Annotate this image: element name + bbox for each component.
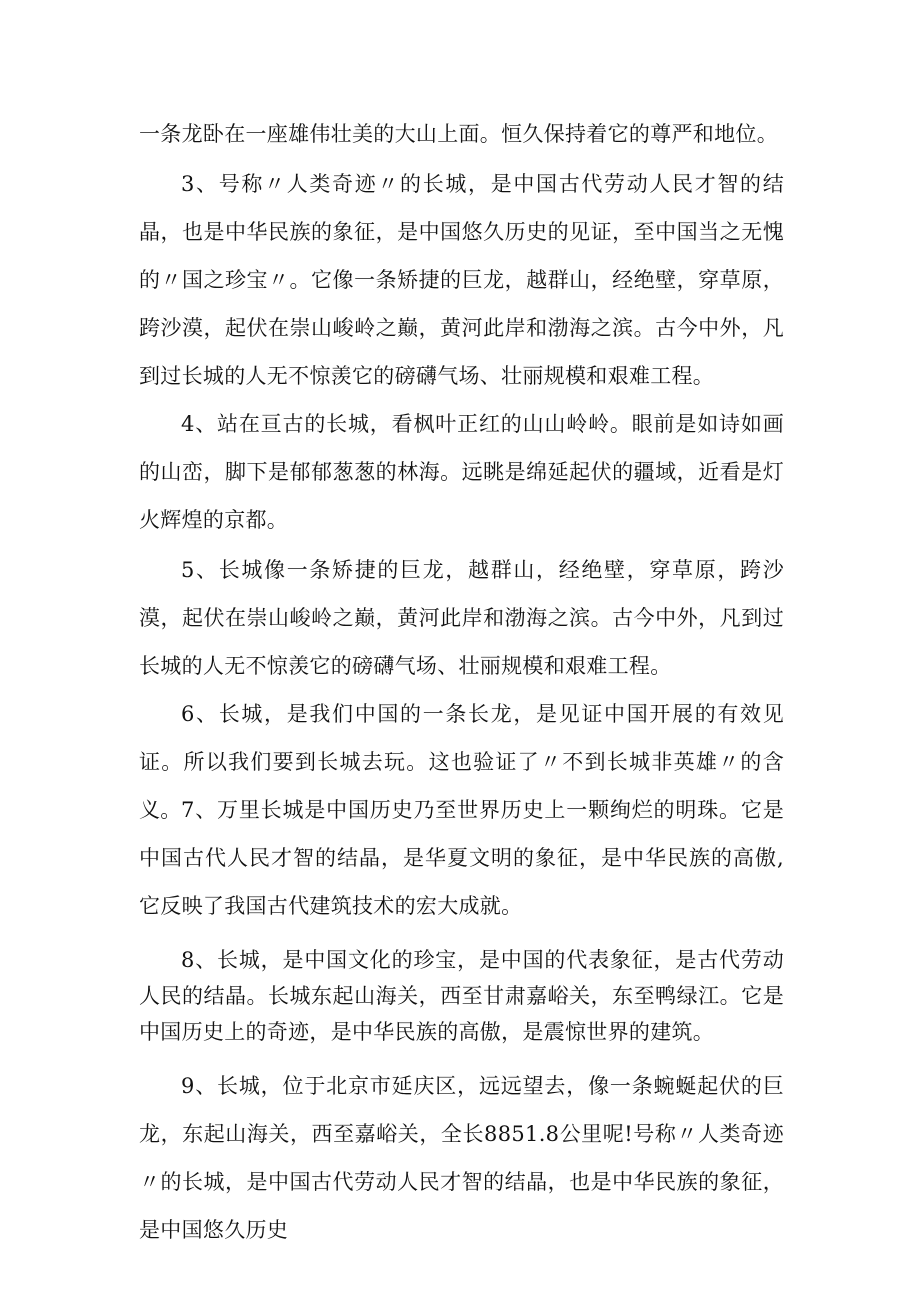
- paragraph-item-9: 9、长城，位于北京市延庆区，远远望去，像一条蜿蜒起伏的巨龙，东起山海关，西至嘉峪关，全长8851.8公里呢!号称〃人类奇迹〃的长城，是中国古代劳动人民才智的结晶，也是中华民族的象征，是中国悠久历史: [139, 1074, 784, 1242]
- paragraph-item-4: 4、站在亘古的长城，看枫叶正红的山山岭岭。眼前是如诗如画的山峦，脚下是郁郁葱葱的林海。远眺是绵延起伏的疆域，近看是灯火辉煌的京都。: [139, 412, 784, 532]
- paragraph-continuation: 一条龙卧在一座雄伟壮美的大山上面。恒久保持着它的尊严和地位。: [139, 122, 778, 146]
- paragraph-item-7: 7、万里长城是中国历史乃至世界历史上一颗绚烂的明珠。它是中国古代人民才智的结晶，是华夏文明的象征，是中华民族的高傲,它反映了我国古代建筑技术的宏大成就。: [139, 798, 784, 918]
- paragraph-item-3: 3、号称〃人类奇迹〃的长城，是中国古代劳动人民才智的结晶，也是中华民族的象征，是中国悠久历史的见证，至中国当之无愧的〃国之珍宝〃。它像一条矫捷的巨龙，越群山，经绝壁，穿草原，跨沙漠，起伏在崇山峻岭之巅，黄河此岸和渤海之滨。古今中外，凡到过长城的人无不惊羡它的磅礴气场、壮丽规模和艰难工程。: [139, 172, 784, 388]
- paragraph-item-8: 8、长城，是中国文化的珍宝，是中国的代表象征，是古代劳动人民的结晶。长城东起山海关，西至甘肃嘉峪关，东至鸭绿江。它是中国历史上的奇迹，是中华民族的高傲，是震惊世界的建筑。: [139, 948, 784, 1044]
- paragraph-item-5: 5、长城像一条矫捷的巨龙，越群山，经绝壁，穿草原，跨沙漠，起伏在崇山峻岭之巅，黄河此岸和渤海之滨。古今中外，凡到过长城的人无不惊羡它的磅礴气场、壮丽规模和艰难工程。: [139, 558, 784, 678]
- paragraph-item-6: 6、长城，是我们中国的一条长龙，是见证中国开展的有效见证。所以我们要到长城去玩。这也验证了〃不到长城非英雄〃的含义。: [139, 702, 784, 822]
